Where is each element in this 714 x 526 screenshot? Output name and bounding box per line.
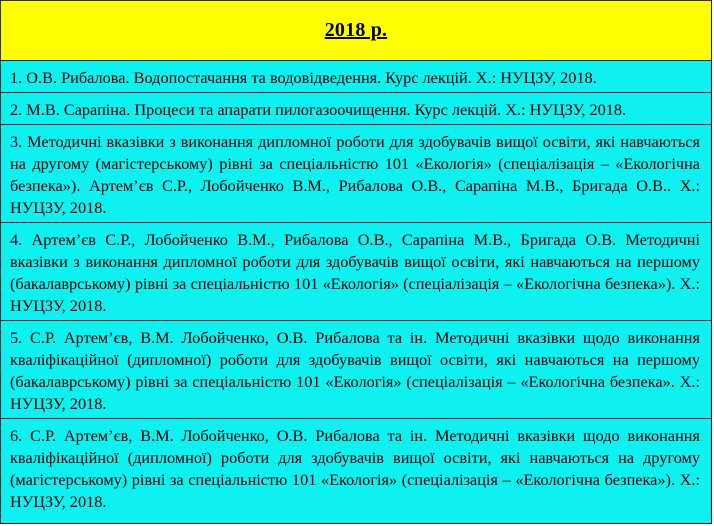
publication-item-6: 6. С.Р. Артем’єв, В.М. Лобойченко, О.В. Рибалова та ін. Методичні вказівки щодо виконання кваліфікаційної (дипломної) роботи для здобувачів вищої освіти, які навчаються на другому (магістерському) рівні за спеціальністю 101 «Екологія» (спеціалізація – «Екологічна безпека»). Х.: НУЦЗУ, 2018. [10,426,700,511]
publication-list [1,61,711,516]
publication-item-5: 5. С.Р. Артем’єв, В.М. Лобойченко, О.В. Рибалова та ін. Методичні вказівки щодо виконання кваліфікаційної (дипломної) роботи для здобувачів вищої освіти, які навчаються на першому (бакалаврському) рівні за спеціальністю 101 «Екологія» (спеціалізація – «Екологічна безпека». Х.: НУЦЗУ, 2018. [1,321,711,419]
year-title: 2018 р. [324,19,388,41]
publication-item-4: 4. Артем’єв С.Р., Лобойченко В.М., Рибалова О.В., Сарапіна М.В., Бригада О.В. Методичні вказівки з виконання дипломної роботи для здобувачів вищої освіти, які навчаються на першому (бакалаврському) рівні за спеціальністю 101 «Екологія» (спеціалізація – «Екологічна безпека»). Х.: НУЦЗУ, 2018. [1,223,711,321]
publication-item-2: 2. М.В. Сарапіна. Процеси та апарати пилогазоочищення. Курс лекцій. Х.: НУЦЗУ, 2018. [1,93,711,125]
publication-item-1: 1. О.В. Рибалова. Водопостачання та водовідведення. Курс лекцій. Х.: НУЦЗУ, 2018. [1,61,711,93]
publication-item-3: 3. Методичні вказівки з виконання дипломної роботи для здобувачів вищої освіти, які навчаються на другому (магістерському) рівні за спеціальністю 101 «Екологія» (спеціалізація – «Екологічна безпека»). Артем’єв С.Р., Лобойченко В.М., Рибалова О.В., Сарапіна М.В., Бригада О.В.. Х.: НУЦЗУ, 2018. [1,125,711,223]
year-header [1,1,711,61]
